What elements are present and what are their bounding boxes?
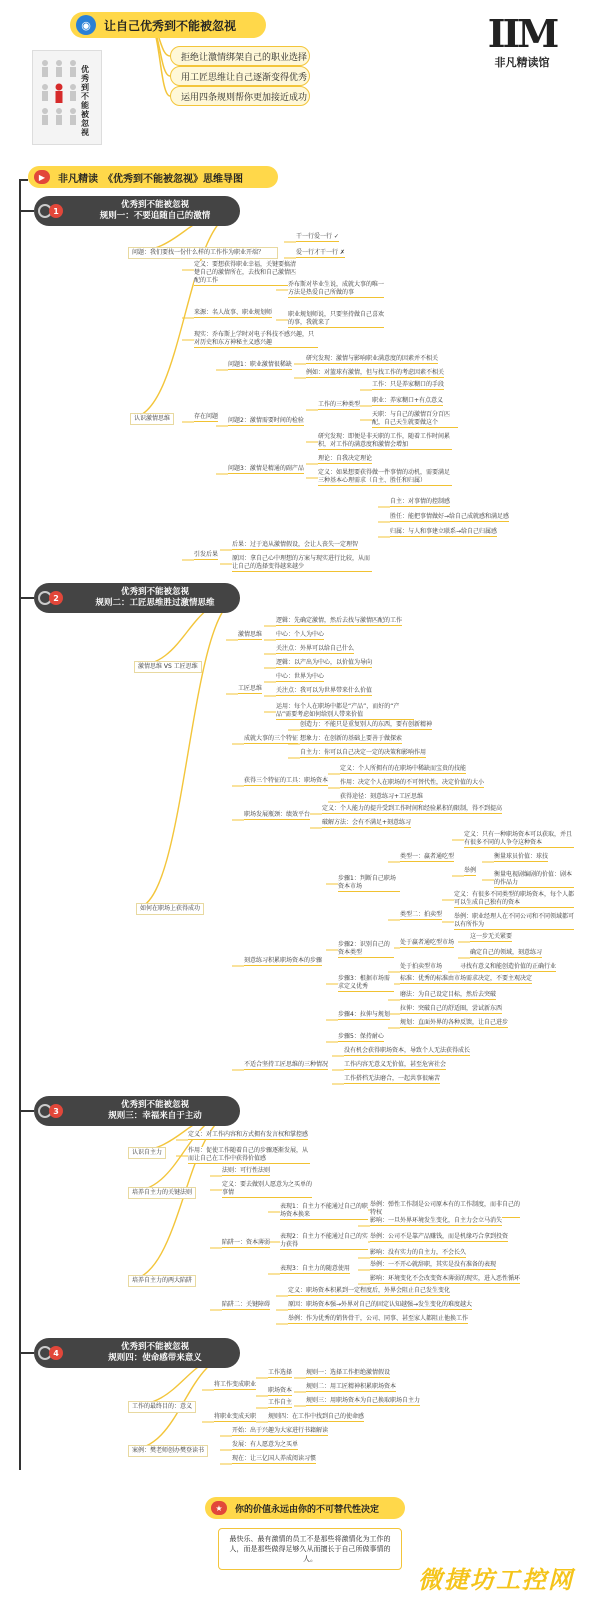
header-branch: 拒绝让激情绑架自己的职业选择 [170,46,310,66]
rule-1-header: 1 优秀到不能被忽视 规则一：不要追随自己的激情 [34,196,240,226]
logo-name: 非凡精读馆 [494,56,550,69]
r3-e1-node: 表现1：自主力不能通过自己的职场资本换来 [280,1203,368,1218]
r4-n1a-node: 将工作变成职业 [214,1381,257,1388]
r1-p1a-node: 研究发现：激情与影响职业满意度的因素并不相关 [306,355,439,362]
r3-e2b-node: 影响：没有实力的自主力，不会长久 [370,1249,467,1256]
r1-q2-node: 爱一行才干一行 ✗ [296,249,345,256]
r3-e2a-node: 举例：公司不是靠产品赚钱，而是机缘巧合拿到投资 [370,1233,509,1240]
crowd-icon [37,57,85,137]
r3-n2b-node: 定义：要去做别人愿意为之买单的事情 [222,1181,313,1196]
conclusion-title: ★ 你的价值永远由你的不可替代性决定 [205,1497,405,1519]
r2-g2b-node: 作用：决定个人在职场的不可替代性，决定价值的大小 [340,779,485,786]
r2-g3a-node: 定义：个人能力的提升受到工作时间和经验累积的限制，得不到提高 [322,805,503,812]
r2-cr2-node: 中心：世界为中心 [276,673,325,680]
rule-3-header: 3 优秀到不能被忽视 规则三：幸福来自于主动 [34,1096,240,1126]
r2-n2-node: 如何在职场上获得成功 [136,903,204,915]
watermark: 微捷坊工控网 [418,1566,574,1594]
r1-s1-node: 乔布斯对毕业生说，成就大事的唯一方法是热爱自己所做的事 [288,281,385,296]
r2-pa2-node: 中心：个人为中心 [276,631,325,638]
r3-e3-node: 表现3：自主力的随意使用 [280,1265,350,1272]
r2-g3b-node: 破解方法：会有不满足+刻意练习 [322,819,412,826]
r4-n2b-node: 发展：有人愿意为之买单 [232,1441,299,1448]
r4-w1a-node: 规则一：选择工作拒绝激情假设 [306,1369,391,1376]
r1-p2a-node: 工作：只是养家糊口的手段 [372,381,445,388]
r4-w2a-node: 规则二：用工匠精神积累职场资本 [306,1383,397,1390]
r2-cr1-node: 逻辑：以产出为中心，以价值为导向 [276,659,373,666]
r4-n1-node: 工作的最终目的：意义 [128,1401,196,1413]
r1-p2-node: 问题2：激情需要时间的检验 [228,417,304,424]
r2-pa-node: 激情思维 [238,631,263,638]
r2-g5b-node: 工作内容无意义无价值，甚至危害社会 [344,1061,447,1068]
r1-p3c-node: 自主：对事情的控制感 [390,498,451,505]
connector-line [136,598,240,908]
r1-p3e-node: 归属：与人和事建立联系→给自己归属感 [390,528,498,535]
r1-p1b-node: 例如：对篮球有激情，但与找工作的考虑因素不相关 [306,369,445,376]
conclusion-text: 最快乐、最有激情的员工不是那些将激情化为工作的人，而是那些做得足够久从而擅长于自己所做事情的人。 [218,1528,402,1570]
r2-st2e-node: 寻找有意义和能创造价值的正确行业 [460,963,557,970]
r1-q1-node: 干一行爱一行 ✓ [296,233,339,240]
r1-n-node: 认识激情思维 [130,413,174,425]
r1-p1-node: 问题1：职业激情很稀缺 [228,361,292,368]
r2-cr-node: 工匠思维 [238,685,263,692]
rule-2-header: 2 优秀到不能被忽视 规则二：工匠思维胜过激情思维 [34,583,240,613]
section-title: ▶ 非凡精读 《优秀到不能被忽视》思维导图 [28,166,278,188]
r3-n2-node: 培养自主力的关键法则 [128,1187,196,1199]
r3-n1-node: 认识自主力 [128,1147,166,1159]
r2-t2b-node: 举例：职业经理人在不同公司和不同领域都可以有所作为 [454,913,575,928]
brand-logo [482,11,562,70]
r2-g2-node: 获得三个特征的工具：职场资本 [244,777,329,784]
r3-e1b-node: 影响：一旦外界环境发生变化，自主力会立马消失 [370,1217,503,1224]
r1-def-node: 定义：要想获得职业幸福，关键要搞清楚自己的激情所在，去找和自己激情匹配的工作 [194,261,297,284]
r2-st2a-node: 处于赢者通吃型市场 [400,939,455,946]
r2-pa1-node: 逻辑：先确定激情，然后去找与激情匹配的工作 [276,617,403,624]
r2-g1c-node: 自主力：你可以自己决定一定的决策和影响作用 [300,749,427,756]
r1-r1b-node: 原因：拿自己心中理想的方案与现实进行比较，从而让自己的选择变得越来越少 [232,555,371,570]
r2-cr4-node: 运用：每个人在职场中都是“产品”，而好的“产品”需要考虑如何给别人带来价值 [276,703,414,720]
header-title: ◉ 让自己优秀到不能被忽视 [70,12,266,38]
book-cover [32,50,102,145]
r1-s2-node: 职业规划师说，只要坚持做自己喜欢的事，我就来了 [288,311,385,326]
r4-w3a-node: 规则三：用职场资本为自己换取职场自主力 [306,1397,421,1404]
header-branch: 用工匠思维让自己逐渐变得优秀 [170,66,310,86]
r2-t1c-node: 衡量球员价值：球技 [494,853,549,860]
r3-tp2a-node: 定义：职场资本积累到一定程度后，外界会阻止自己发生变化 [288,1287,451,1294]
r1-res-node: 引发后果 [194,551,219,558]
r1-fact-node: 现实：乔布斯上学时对电子科技不感兴趣，只对历史和东方神秘主义感兴趣 [194,331,318,348]
r1-p2b-node: 职业：养家糊口+有点意义 [372,397,444,404]
r1-prob-node: 存在问题 [194,413,219,420]
r1-p2d-node: 研究发现：即便是非天职的工作，随着工作时间累积，对工作的满意度和激情会增加 [318,433,451,448]
r2-g1-node: 成就大事的三个特征 [244,735,299,742]
r3-e2-node: 表现2：自主力不能通过自己的实力获得 [280,1233,368,1248]
r3-n1b-node: 作用：促使工作随着自己的步骤逐渐发展，从而让自己在工作中获得价值感 [188,1147,309,1162]
toggle-icon: 2 [38,588,70,608]
r2-t1d-node: 衡量电视剧编剧的价值：剧本的作品力 [494,871,573,886]
r2-st4a-node: 拉伸：突破自己的舒适圈，尝试新东西 [400,1005,503,1012]
r3-tp2-node: 陷阱二：关键障碍 [222,1301,271,1308]
r2-cr3-node: 关注点：我可以为世界带来什么价值 [276,687,373,694]
r2-t1-node: 类型一：赢者通吃型 [400,853,455,860]
r1-p2t-node: 工作的三种类型 [318,401,361,408]
r2-t1b-node: 举例 [464,867,477,874]
r4-n2a-node: 开始：出于兴趣为大家进行书籍解读 [232,1427,329,1434]
toggle-icon: 4 [38,1343,70,1363]
book-title: 优秀到不能被忽视 [81,65,89,137]
r2-t2-node: 类型二：拍卖型 [400,911,443,918]
r4-n1b-node: 将职业变成天职 [214,1413,257,1420]
toggle-icon: 3 [38,1101,70,1121]
r2-n1-node: 激情思维 VS 工匠思维 [134,661,202,673]
trunk-line [20,180,28,1470]
r1-q-node: 问题：我们要找一份什么样的工作作为职业开端？ [128,247,278,259]
r2-st4-node: 步骤4：拉伸与规划 [338,1011,390,1018]
rule-4-header: 4 优秀到不能被忽视 规则四：使命感带来意义 [34,1338,240,1368]
r2-st5-node: 步骤5：保持耐心 [338,1033,384,1040]
r2-st2c-node: 确定自己的领域，刻意练习 [470,949,543,956]
r4-n2-node: 案例：樊老师创办樊登读书 [128,1445,208,1457]
r1-p3d-node: 胜任：能把事情做好→给自己成就感和满足感 [390,513,510,520]
r4-w1-node: 工作选择 [268,1369,293,1376]
r2-g1b-node: 想象力：在创新的基础上要善于做探索 [300,735,403,742]
r3-n2a-node: 法则：可行性法则 [222,1167,271,1174]
r2-g5a-node: 没有机会获得职场资本，导致个人无法获得成长 [344,1047,471,1054]
toggle-icon: 1 [38,201,70,221]
flag-icon: ▶ [34,170,50,184]
r2-st3-node: 步骤3：根据市场需求定义优秀 [338,975,394,992]
star-icon: ★ [211,1501,227,1515]
r1-p3a-node: 理论：自我决定理论 [318,455,373,462]
r3-e3b-node: 影响：环境变化不会改变资本薄弱的现实，进入恶性循环 [370,1275,521,1282]
r3-n3-node: 培养自主力的两大陷阱 [128,1275,196,1287]
r2-st2d-node: 处于拍卖型市场 [400,963,443,970]
r1-r1a-node: 后果：过于追从激情假设，会让人丧失一定理智 [232,541,359,548]
r2-st4b-node: 规划：直面外界的各种反馈，让自己进步 [400,1019,509,1026]
r2-st3b-node: 磨法：为自己设定目标，然后去突破 [400,991,497,998]
r3-e1a-node: 举例：弹性工作制是公司原本有的工作制度，而非自己的特权 [370,1201,521,1216]
location-icon: ◉ [76,15,96,35]
r4-n2c-node: 现在：让三亿国人养成阅读习惯 [232,1455,317,1462]
r3-tp2c-node: 举例：作为优秀的销售骨干，公司、同事、甚至家人都阻止他换工作 [288,1315,469,1322]
r2-st3a-node: 标准：优秀的标准由市场需求决定，不要主观决定 [400,975,533,982]
logo-mark: IIM [487,11,557,56]
r2-g4-node: 刻意练习积累职场资本的步骤 [244,957,323,964]
r2-st1-node: 步骤1：判断自己职场资本市场 [338,875,400,892]
r2-t1a-node: 定义：只有一种职场资本可以获取，并且有很多不同的人争夺这种资本 [464,831,573,846]
header-branch: 运用四条规则帮你更加接近成功 [170,86,310,106]
r4-w3-node: 工作自主 [268,1399,293,1406]
r3-e3a-node: 举例：一不开心就辞职，其实是没有准备的表现 [370,1261,497,1268]
r2-g1a-node: 创造力：不能只是重复别人的东西，要有创新精神 [300,721,433,728]
r1-p3b-node: 定义：如果想要获得做一件事情的动机，需要满足三种基本心理需求（自主、胜任和归属） [318,469,451,484]
r2-pa3-node: 关注点：外界可以给自己什么 [276,645,355,652]
r3-n1a-node: 定义：对工作内容和方式拥有发言权和掌控感 [188,1131,309,1138]
r3-tp2b-node: 原因：职场资本强→外界对自己的固定认知越强→发生变化的难度越大 [288,1301,473,1308]
r1-p2c-node: 天职：与自己的激情百分百匹配，自己天生就要做这个 [372,411,458,428]
r4-w2-node: 职场资本 [268,1387,293,1394]
r1-p3-node: 问题3：激情是精通的副产品 [228,465,304,472]
r2-g3-node: 职场发展瓶颈：绩效平台 [244,811,311,818]
r2-t2a-node: 定义：有很多不同类型的职场资本，每个人都可以生成自己独有的资本 [454,891,575,906]
r2-g2a-node: 定义：个人所拥有的在职场中稀缺而宝贵的技能 [340,765,467,772]
r4-n1c-node: 规则四：在工作中找到自己的使命感 [268,1413,365,1420]
r2-st2b-node: 这一步无关紧要 [470,933,513,940]
r1-src-node: 来源：名人故事、职业规划师 [194,309,273,316]
r2-g5c-node: 工作搭档无法磨合，一起共事很痛苦 [344,1075,441,1082]
r3-tp1-node: 陷阱一：资本薄弱 [222,1239,271,1246]
r2-st2-node: 步骤2：识别自己的资本类型 [338,941,394,958]
r2-g2c-node: 获得途径：刻意练习+工匠思维 [340,793,424,800]
r2-g5-node: 不适合坚持工匠思维的三种情况 [244,1061,329,1068]
